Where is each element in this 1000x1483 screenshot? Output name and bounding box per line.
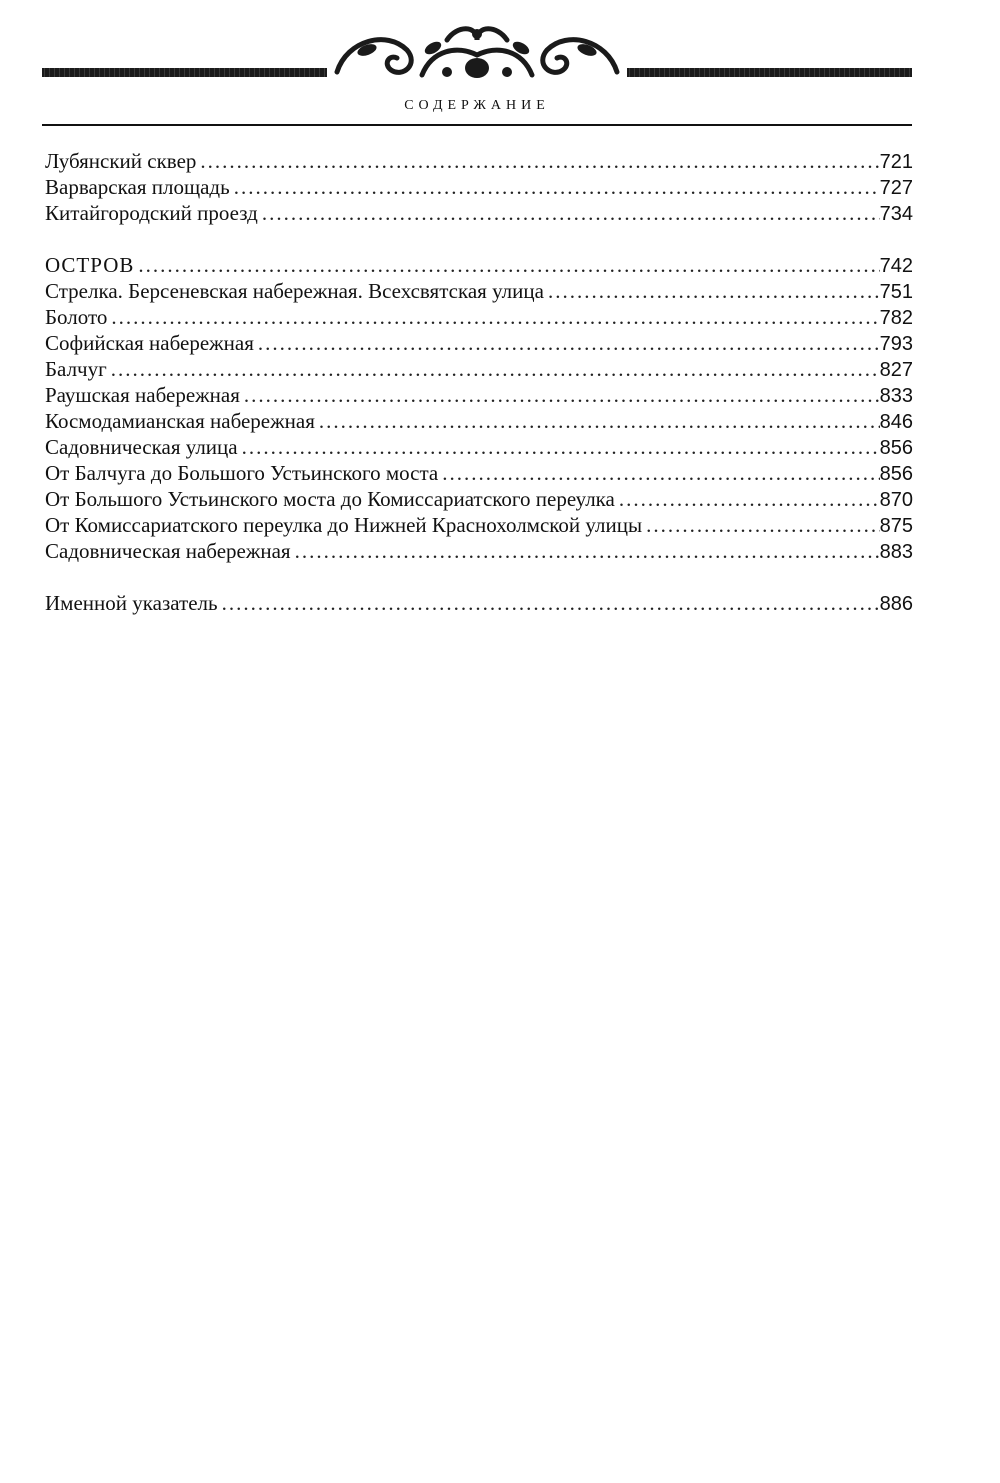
toc-entry-page: 721 (879, 151, 913, 173)
toc-entry[interactable] (45, 538, 913, 564)
dot-leader (107, 356, 880, 382)
toc-entry-page: 870 (879, 489, 913, 511)
toc-entry-title: Китайгородский проезд (45, 201, 258, 225)
toc-entry-page: 742 (879, 255, 913, 277)
dot-leader (254, 330, 880, 356)
toc-entry[interactable] (45, 382, 913, 408)
toc-entry-title: Космодамианская набережная (45, 409, 315, 433)
toc-entry-title: Варварская площадь (45, 175, 230, 199)
dot-leader (291, 538, 880, 564)
toc-entry-page: 875 (879, 515, 913, 537)
toc-section-heading[interactable] (45, 252, 913, 278)
toc-entry[interactable] (45, 434, 913, 460)
toc-entry-page: 727 (879, 177, 913, 199)
toc-entry-title: Садовническая набережная (45, 539, 291, 563)
toc-entry[interactable] (45, 512, 913, 538)
toc-entry[interactable] (45, 148, 913, 174)
toc-entry-page: 886 (879, 593, 913, 615)
dot-leader (218, 590, 880, 616)
dot-leader (230, 174, 880, 200)
toc-entry-title: Именной указатель (45, 591, 218, 615)
dot-leader (315, 408, 880, 434)
toc-entry-title: Софийская набережная (45, 331, 254, 355)
toc-entry-page: 856 (879, 437, 913, 459)
running-header-title: СОДЕРЖАНИЕ (404, 98, 550, 113)
toc-entry-title: Стрелка. Берсеневская набережная. Всехсвятская улица (45, 279, 544, 303)
toc-entry-title: ОСТРОВ (45, 253, 135, 277)
toc-entry[interactable] (45, 590, 913, 616)
toc-entry-title: Болото (45, 305, 108, 329)
floral-scroll-icon (327, 20, 627, 90)
toc-entry-title: От Комиссариатского переулка до Нижней Краснохолмской улицы (45, 513, 643, 537)
toc-entry-title: От Большого Устьинского моста до Комиссариатского переулка (45, 487, 615, 511)
toc-entry[interactable] (45, 278, 913, 304)
toc-entry-page: 782 (879, 307, 913, 329)
toc-entry[interactable] (45, 174, 913, 200)
toc-entry[interactable] (45, 330, 913, 356)
toc-entry-page: 827 (879, 359, 913, 381)
dot-leader (258, 200, 880, 226)
toc-entry-page: 793 (879, 333, 913, 355)
dot-leader (642, 512, 880, 538)
toc-group-3 (45, 590, 913, 616)
toc-entry-title: Раушская набережная (45, 383, 240, 407)
toc-entry-page: 846 (879, 411, 913, 433)
dot-leader (107, 304, 879, 330)
toc-entry[interactable] (45, 356, 913, 382)
toc-entry[interactable] (45, 408, 913, 434)
toc-entry-page: 751 (879, 281, 913, 303)
header-rule (42, 124, 912, 126)
toc-entry-page: 883 (879, 541, 913, 563)
toc-entry[interactable] (45, 200, 913, 226)
dot-leader (438, 460, 879, 486)
toc-entry-page: 734 (879, 203, 913, 225)
table-of-contents (45, 148, 913, 616)
toc-group-1 (45, 148, 913, 226)
toc-group-2 (45, 252, 913, 564)
dot-leader (134, 252, 879, 278)
dot-leader (615, 486, 880, 512)
toc-entry-title: Балчуг (45, 357, 107, 381)
dot-leader (544, 278, 880, 304)
toc-entry[interactable] (45, 460, 913, 486)
toc-entry[interactable] (45, 486, 913, 512)
toc-entry-title: Лубянский сквер (45, 149, 197, 173)
toc-entry-title: От Балчуга до Большого Устьинского моста (45, 461, 439, 485)
dot-leader (238, 434, 880, 460)
toc-entry[interactable] (45, 304, 913, 330)
dot-leader (240, 382, 880, 408)
toc-entry-page: 833 (879, 385, 913, 407)
header-ornament (42, 20, 912, 90)
toc-entry-page: 856 (879, 463, 913, 485)
toc-entry-title: Садовническая улица (45, 435, 238, 459)
dot-leader (196, 148, 879, 174)
